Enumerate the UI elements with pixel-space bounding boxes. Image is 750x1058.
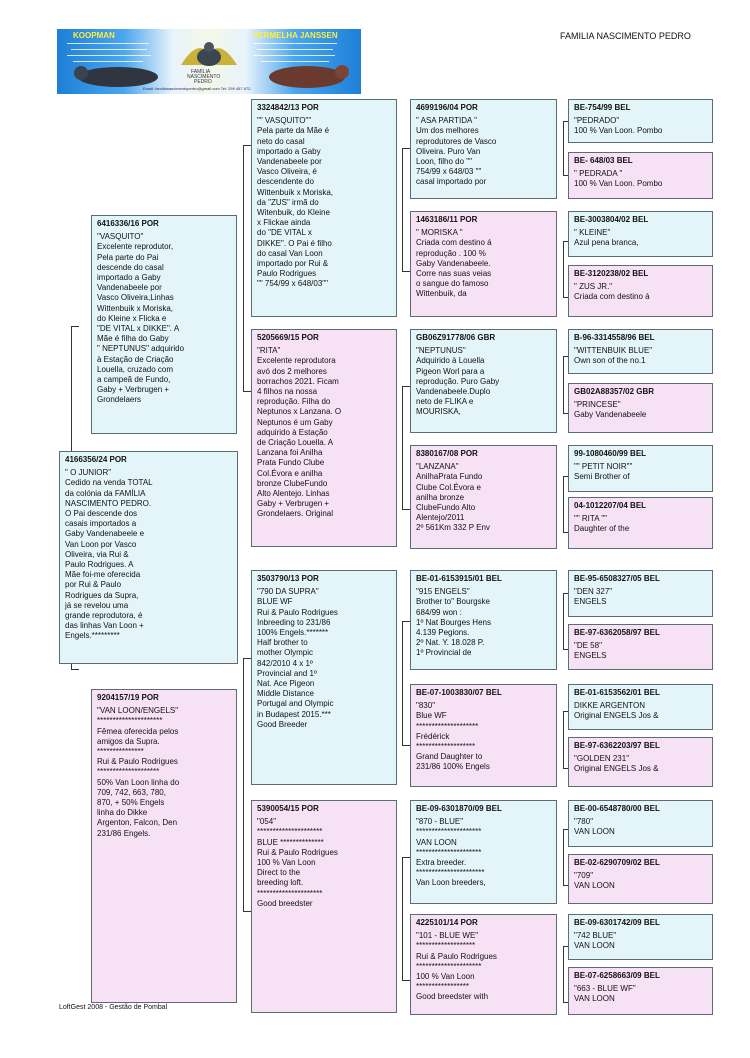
bird-description-line: Grand Daughter to: [416, 752, 483, 762]
ring-number: BE-97-6362058/97 BEL: [574, 628, 660, 637]
bird-description-line: *********************: [416, 847, 482, 857]
ring-number: BE-95-6508327/05 BEL: [574, 574, 660, 583]
bird-description-line: das linhas Van Loon +: [65, 621, 144, 631]
bird-description-line: adquirido à Estação: [257, 427, 328, 437]
bird-description-line: casal importado por: [416, 177, 487, 187]
bird-description-line: " ASA PARTIDA ": [416, 116, 477, 126]
pedigree-card-g7[interactable]: [568, 445, 713, 492]
bird-description-line: Gaby Vandenabeele e: [65, 529, 145, 539]
bird-description-line: "" VASQUITO"": [257, 116, 312, 126]
bird-description-line: neto do casal: [257, 136, 305, 146]
pedigree-card-dd[interactable]: [251, 800, 397, 1013]
bird-description-line: Nat. Ace Pigeon: [257, 679, 315, 689]
bird-description-line: da "ZUS" irmã do: [257, 197, 319, 207]
pedigree-card-ss[interactable]: [251, 99, 397, 317]
bird-description-line: ENGELS: [574, 597, 607, 607]
bird-description-line: "VASQUITO": [97, 232, 144, 242]
ring-number: GB06Z91778/06 GBR: [416, 333, 496, 342]
bird-description-line: Rui & Paulo Rodrigues: [257, 607, 338, 617]
bird-description-line: Criada com destino á: [574, 292, 650, 302]
pedigree-card-g3[interactable]: [568, 211, 713, 257]
bird-description-line: Extra breeder.: [416, 858, 467, 868]
pedigree-card-g8[interactable]: [568, 497, 713, 549]
bird-description-line: 1º Provincial de: [416, 648, 472, 658]
bird-description-line: importado por Rui &: [257, 259, 329, 269]
bird-description-line: DIKKE". O Pai é filho: [257, 238, 332, 248]
bird-description-line: Azul pena branca,: [574, 238, 639, 248]
ring-number: 04-1012207/04 BEL: [574, 501, 647, 510]
bird-description-line: à Estação de Criação: [97, 354, 174, 364]
bird-description-line: "709": [574, 871, 594, 881]
bird-description-line: 100 % Van Loon. Pombo: [574, 179, 663, 189]
bird-description-line: Original ENGELS Jos &: [574, 764, 659, 774]
pedigree-card-dam[interactable]: [91, 689, 237, 1003]
logo-contact: Email: familianascimentopedro@gmail.com Tel: 259 457 672: [143, 86, 251, 91]
ring-number: BE-07-1003830/07 BEL: [416, 688, 502, 697]
pedigree-card-sire[interactable]: [91, 215, 237, 434]
pedigree-card-g13[interactable]: [568, 800, 713, 847]
bird-description-line: 709, 742, 663, 780,: [97, 787, 166, 797]
bird-description-line: "DEN 327": [574, 587, 613, 597]
ring-number: 5205669/15 POR: [257, 333, 319, 342]
bird-description-line: BLUE **************: [257, 837, 324, 847]
ring-number: BE-01-6153562/01 BEL: [574, 688, 660, 697]
bird-description-line: Witenbuik, do Kleine: [257, 208, 330, 218]
pedigree-card-subject[interactable]: [59, 451, 238, 664]
bird-description-line: MOURISKA,: [416, 407, 461, 417]
bird-description-line: 2º 561Km 332 P Env: [416, 523, 490, 533]
bird-description-line: "870 - BLUE": [416, 817, 464, 827]
bird-description-line: "054": [257, 817, 277, 827]
bird-description-line: 684/99 won :: [416, 607, 462, 617]
bird-description-line: Excelente reprodutora: [257, 356, 336, 366]
pedigree-card-sd[interactable]: [251, 329, 397, 547]
ring-number: 8380167/08 POR: [416, 449, 478, 458]
logo-right-name: VERMELHA JANSSEN: [253, 31, 338, 40]
bird-description-line: 231/86 100% Engels: [416, 762, 490, 772]
bird-description-line: BLUE WF: [257, 597, 293, 607]
pedigree-card-sds[interactable]: [410, 329, 557, 433]
bird-description-line: 4 filhos na nossa: [257, 387, 318, 397]
bird-description-line: "LANZANA": [416, 462, 459, 472]
bird-description-line: Van Loon breeders,: [416, 878, 486, 888]
ring-number: 99-1080460/99 BEL: [574, 449, 647, 458]
bird-description-line: Half brother to: [257, 638, 308, 648]
ring-number: GB02A88357/02 GBR: [574, 387, 655, 396]
bird-description-line: 100 % Van Loon. Pombo: [574, 126, 663, 136]
bird-description-line: Clube Col.Évora e: [416, 482, 481, 492]
bird-description-line: "915 ENGELS": [416, 587, 470, 597]
bird-description-line: "PEDRADO": [574, 116, 620, 126]
bird-description-line: já se revelou uma: [65, 600, 129, 610]
bird-description-line: "DE 58": [574, 641, 602, 651]
bird-description-line: *********************: [97, 716, 163, 726]
pedigree-card-sss[interactable]: [410, 99, 557, 199]
logo-center-line2: NASCIMENTO: [187, 74, 221, 80]
bird-description-line: ClubeFundo Alto: [416, 503, 476, 513]
bird-description-line: Vasco Oliveira, é: [257, 167, 317, 177]
bird-description-line: por Rui & Paulo: [65, 580, 122, 590]
bird-description-line: Blue WF: [416, 711, 447, 721]
pedigree-card-g14[interactable]: [568, 854, 713, 904]
ring-number: BE-01-6153915/01 BEL: [416, 574, 502, 583]
bird-description-line: "101 - BLUE WE": [416, 931, 479, 941]
bird-description-line: *****************: [416, 982, 469, 992]
bird-description-line: Rui & Paulo Rodrigues: [416, 951, 497, 961]
bird-description-line: NASCIMENTO PEDRO.: [65, 498, 152, 508]
bird-description-line: Good Breeder: [257, 719, 308, 729]
bird-description-line: reprodução . 100 %: [416, 248, 486, 258]
bird-description-line: *******************: [416, 742, 476, 752]
bird-description-line: Vandenabeele por: [97, 283, 162, 293]
bird-description-line: Criada com destino á: [416, 238, 492, 248]
connector-sd: [402, 386, 410, 510]
bird-description-line: Fêmea oferecida pelos: [97, 726, 179, 736]
bird-description-line: Grondelaers. Original: [257, 509, 334, 519]
bird-description-line: DIKKE ARGENTON: [574, 701, 645, 711]
bird-description-line: 870, + 50% Engels: [97, 798, 165, 808]
bird-description-line: VAN LOON: [574, 881, 615, 891]
bird-description-line: "GOLDEN 231": [574, 754, 630, 764]
bird-description-line: " NEPTUNUS" adquirido: [97, 344, 185, 354]
bird-description-line: "DE VITAL x DIKKE". A: [97, 324, 180, 334]
bird-description-line: Own son of the no.1: [574, 356, 646, 366]
ring-number: BE-00-6548780/00 BEL: [574, 804, 660, 813]
ring-number: B-96-3314558/96 BEL: [574, 333, 655, 342]
bird-description-line: "PRINCESE": [574, 400, 621, 410]
bird-description-line: mother Olympic: [257, 648, 314, 658]
bird-description-line: do Kleine x Flicka e: [97, 313, 167, 323]
ring-number: BE-3120238/02 BEL: [574, 269, 649, 278]
bird-description-line: VAN LOON: [574, 994, 615, 1004]
bird-description-line: Pela parte da Mãe é: [257, 126, 330, 136]
bird-description-line: neto de FLIKA e: [416, 397, 474, 407]
bird-description-line: Frédérick: [416, 731, 450, 741]
bird-description-line: " O JUNIOR": [65, 468, 112, 478]
bird-description-line: 100 % Van Loon: [416, 972, 475, 982]
bird-description-line: *******************: [416, 941, 476, 951]
bird-description-line: Rodrigues da Supra,: [65, 590, 139, 600]
connector-sire: [243, 145, 251, 392]
bird-description-line: Neptunos x Lanzana. O: [257, 407, 342, 417]
bird-description-line: da colónia da FAMÍLIA: [65, 488, 146, 498]
bird-description-line: Semi Brother of: [574, 472, 630, 482]
bird-description-line: "" 754/99 x 648/03"": [257, 279, 328, 289]
bird-description-line: Vasco Oliveira,Linhas: [97, 293, 174, 303]
pedigree-card-g1[interactable]: [568, 99, 713, 143]
bird-description-line: Provincial and 1º: [257, 668, 317, 678]
bird-description-line: Vandenabeele por: [257, 157, 322, 167]
bird-description-line: Middle Distance: [257, 689, 314, 699]
bird-description-line: VAN LOON: [574, 941, 615, 951]
connector-ss: [402, 148, 410, 272]
ring-number: BE-09-6301742/09 BEL: [574, 918, 660, 927]
ring-number: 1463186/11 POR: [416, 215, 478, 224]
bird-description-line: breeding loft.: [257, 878, 304, 888]
bird-description-line: "780": [574, 817, 594, 827]
bird-description-line: *********************: [257, 827, 323, 837]
bird-description-line: x Flickae ainda: [257, 218, 311, 228]
ring-number: 4699196/04 POR: [416, 103, 478, 112]
ring-number: BE-07-6258663/09 BEL: [574, 971, 660, 980]
connector-dd: [402, 857, 410, 981]
bird-description-line: Excelente reprodutor,: [97, 242, 174, 252]
bird-description-line: Louella, cruzado com: [97, 364, 174, 374]
ring-number: 9204157/19 POR: [97, 693, 159, 702]
pedigree-card-g4[interactable]: [568, 265, 713, 317]
bird-description-line: Pela parte do Pai: [97, 252, 159, 262]
footer-credit: LoftGest 2008 - Gestão de Pombal: [59, 1004, 168, 1011]
bird-description-line: *********************: [416, 827, 482, 837]
bird-description-line: 2º Nat. Y. 18.028 P.: [416, 638, 485, 648]
bird-description-line: do "DE VITAL x: [257, 228, 312, 238]
pedigree-card-g16[interactable]: [568, 967, 713, 1015]
pigeon-right-icon: [262, 59, 357, 91]
pigeon-left-icon: [63, 59, 163, 89]
bird-description-line: **********************: [416, 868, 485, 878]
ring-number: 5390054/15 POR: [257, 804, 319, 813]
bird-description-line: VAN LOON: [574, 827, 615, 837]
bird-description-line: o sangue do famoso: [416, 279, 489, 289]
loft-logo: [57, 29, 361, 94]
bird-description-line: Gaby + Verbrugen +: [97, 385, 170, 395]
bird-description-line: "WITTENBUIK BLUE": [574, 346, 653, 356]
bird-description-line: Loon, filho do "": [416, 157, 472, 167]
bird-description-line: Gaby Vandenabeele.: [416, 258, 491, 268]
bird-description-line: Rui & Paulo Rodrigues: [97, 757, 178, 767]
bird-description-line: 100% Engels.*******: [257, 628, 329, 638]
bird-description-line: amigos da Supra.: [97, 736, 160, 746]
ring-number: 6416336/16 POR: [97, 219, 159, 228]
bird-description-line: Adquirido à Louella: [416, 356, 485, 366]
bird-description-line: Mãe é filha do Gaby: [97, 334, 169, 344]
bird-description-line: 4.139 Pegions.: [416, 628, 470, 638]
connector-dam: [243, 658, 251, 912]
bird-description-line: Engels.*********: [65, 631, 120, 641]
bird-description-line: Wittenbuik, da: [416, 289, 467, 299]
pedigree-card-ds[interactable]: [251, 570, 397, 785]
bird-description-line: " KLEINE": [574, 228, 611, 238]
bird-description-line: Paulo Rodrigues: [257, 269, 317, 279]
ring-number: 4166356/24 POR: [65, 455, 127, 464]
bird-description-line: bronze ClubeFundo: [257, 478, 328, 488]
bird-description-line: ********************: [416, 721, 479, 731]
bird-description-line: descendente do: [257, 177, 314, 187]
pedigree-card-g6[interactable]: [568, 383, 713, 433]
bird-description-line: Argenton, Falcon, Den: [97, 818, 178, 828]
bird-description-line: ********************: [97, 767, 160, 777]
bird-description-line: casais importados a: [65, 519, 137, 529]
bird-description-line: 1º Nat Bourges Hens: [416, 617, 491, 627]
bird-description-line: 231/86 Engels.: [97, 828, 151, 838]
bird-description-line: "" PETIT NOIR"": [574, 462, 633, 472]
bird-description-line: "742 BLUE": [574, 931, 617, 941]
connector-ds: [402, 621, 410, 746]
bird-description-line: Rui & Paulo Rodrigues: [257, 847, 338, 857]
bird-description-line: in Budapest 2015.***: [257, 709, 331, 719]
bird-description-line: Pigeon Worl para a: [416, 366, 485, 376]
page-title: FAMILIA NASCIMENTO PEDRO: [560, 31, 691, 41]
bird-description-line: Brother to" Bourgske: [416, 597, 490, 607]
logo-center-line1: FAMÍLIA: [191, 69, 211, 75]
bird-description-line: Um dos melhores: [416, 126, 479, 136]
bird-description-line: AnilhaPrata Fundo: [416, 472, 483, 482]
bird-description-line: borrachos 2021. Ficam: [257, 376, 339, 386]
bird-description-line: " MORISKA ": [416, 228, 463, 238]
pedigree-card-dsd[interactable]: [410, 684, 557, 787]
bird-description-line: anilha bronze: [416, 492, 465, 502]
bird-description-line: *********************: [416, 961, 482, 971]
bird-description-line: *********************: [257, 888, 323, 898]
bird-description-line: " ZUS JR.": [574, 282, 613, 292]
ring-number: BE-754/99 BEL: [574, 103, 631, 112]
bird-description-line: reprodução. Filha do: [257, 397, 331, 407]
bird-description-line: Good breedster: [257, 898, 313, 908]
bird-description-line: Corre nas suas veias: [416, 269, 492, 279]
bird-description-line: Direct to the: [257, 868, 301, 878]
bird-description-line: O Pai descende dos: [65, 509, 138, 519]
logo-center-line3: PEDRO: [194, 79, 212, 85]
pedigree-card-g2[interactable]: [568, 152, 713, 199]
bird-description-line: Lanzana foi Anilha: [257, 448, 323, 458]
bird-description-line: Oliveira, via Rui &: [65, 549, 129, 559]
bird-description-line: 842/2010 4 x 1º: [257, 658, 313, 668]
bird-description-line: 50% Van Loon linha do: [97, 777, 180, 787]
bird-description-line: importado a Gaby: [97, 273, 161, 283]
bird-description-line: Grondelaers: [97, 395, 142, 405]
bird-description-line: descende do casal: [97, 262, 164, 272]
pedigree-card-dds[interactable]: [410, 800, 557, 904]
bird-description-line: 100 % Van Loon: [257, 858, 316, 868]
bird-description-line: Gaby + Verbrugen +: [257, 499, 330, 509]
bird-description-line: Van Loon por Vasco: [65, 539, 137, 549]
bird-description-line: Alto Alentejo. Linhas: [257, 489, 330, 499]
bird-description-line: Wittenbuik x Moriska,: [97, 303, 174, 313]
ring-number: 3503790/13 POR: [257, 574, 319, 583]
bird-description-line: Vandenabeele.Duplo: [416, 387, 491, 397]
pedigree-card-ssd[interactable]: [410, 211, 557, 317]
bird-description-line: importado a Gaby: [257, 146, 321, 156]
bird-description-line: "" RITA "": [574, 514, 607, 524]
pedigree-card-g5[interactable]: [568, 329, 713, 374]
bird-description-line: Prata Fundo Clube: [257, 458, 325, 468]
bird-description-line: Gaby Vandenabeele: [574, 410, 647, 420]
bird-description-line: linha do Dikke: [97, 808, 148, 818]
bird-description-line: reprodutores de Vasco: [416, 136, 497, 146]
ring-number: BE-02-6290709/02 BEL: [574, 858, 660, 867]
bird-description-line: "RITA": [257, 346, 281, 356]
bird-description-line: Oliveira. Puro Van: [416, 146, 481, 156]
bird-description-line: de Criação Louella. A: [257, 438, 334, 448]
bird-description-line: Mãe foi-me oferecida: [65, 570, 141, 580]
bird-description-line: avó dos 2 melhores: [257, 366, 327, 376]
bird-description-line: Good breedster with: [416, 992, 489, 1002]
bird-description-line: Neptunos é um Gaby: [257, 417, 333, 427]
bird-description-line: Col.Évora e anilha: [257, 468, 323, 478]
bird-description-line: VAN LOON: [416, 837, 457, 847]
bird-description-line: ENGELS: [574, 651, 607, 661]
ring-number: BE-3003804/02 BEL: [574, 215, 649, 224]
logo-left-name: KOOPMAN: [73, 31, 115, 40]
bird-description-line: Wittenbuik x Moriska,: [257, 187, 334, 197]
bird-description-line: " PEDRADA ": [574, 169, 623, 179]
bird-description-line: Cedido na venda TOTAL: [65, 478, 153, 488]
pedigree-card-dss[interactable]: [410, 570, 557, 670]
bird-description-line: 754/99 x 648/03 "": [416, 167, 482, 177]
bird-description-line: "663 - BLUE WF": [574, 984, 636, 994]
ring-number: BE- 648/03 BEL: [574, 156, 633, 165]
bird-description-line: grande reprodutora, é: [65, 611, 143, 621]
bird-description-line: "830": [416, 701, 436, 711]
bird-description-line: ***************: [97, 747, 144, 757]
pedigree-card-g12[interactable]: [568, 737, 713, 787]
bird-description-line: Daughter of the: [574, 524, 630, 534]
bird-description-line: "NEPTUNUS": [416, 346, 466, 356]
bird-description-line: Alentejo/2011: [416, 513, 465, 523]
pedigree-card-sdd[interactable]: [410, 445, 557, 549]
ring-number: BE-97-6362203/97 BEL: [574, 741, 660, 750]
bird-description-line: "VAN LOON/ENGELS": [97, 706, 179, 716]
bird-description-line: Inbreeding to 231/86: [257, 617, 331, 627]
bird-description-line: do casal Van Loon: [257, 248, 323, 258]
ring-number: 3324842/13 POR: [257, 103, 319, 112]
bird-description-line: a campeã de Fundo,: [97, 375, 171, 385]
pedigree-card-g10[interactable]: [568, 624, 713, 670]
ring-number: 4225101/14 POR: [416, 918, 478, 927]
ring-number: BE-09-6301870/09 BEL: [416, 804, 502, 813]
bird-description-line: Original ENGELS Jos &: [574, 711, 659, 721]
bird-description-line: Paulo Rodrigues. A: [65, 560, 134, 570]
bird-description-line: reprodução. Puro Gaby: [416, 376, 500, 386]
bird-description-line: Portugal and Olympic: [257, 699, 334, 709]
pedigree-card-ddd[interactable]: [410, 914, 557, 1015]
bird-description-line: "790 DA SUPRA": [257, 587, 319, 597]
pedigree-card-g9[interactable]: [568, 570, 713, 617]
pedigree-card-g15[interactable]: [568, 914, 713, 960]
pedigree-card-g11[interactable]: [568, 684, 713, 730]
